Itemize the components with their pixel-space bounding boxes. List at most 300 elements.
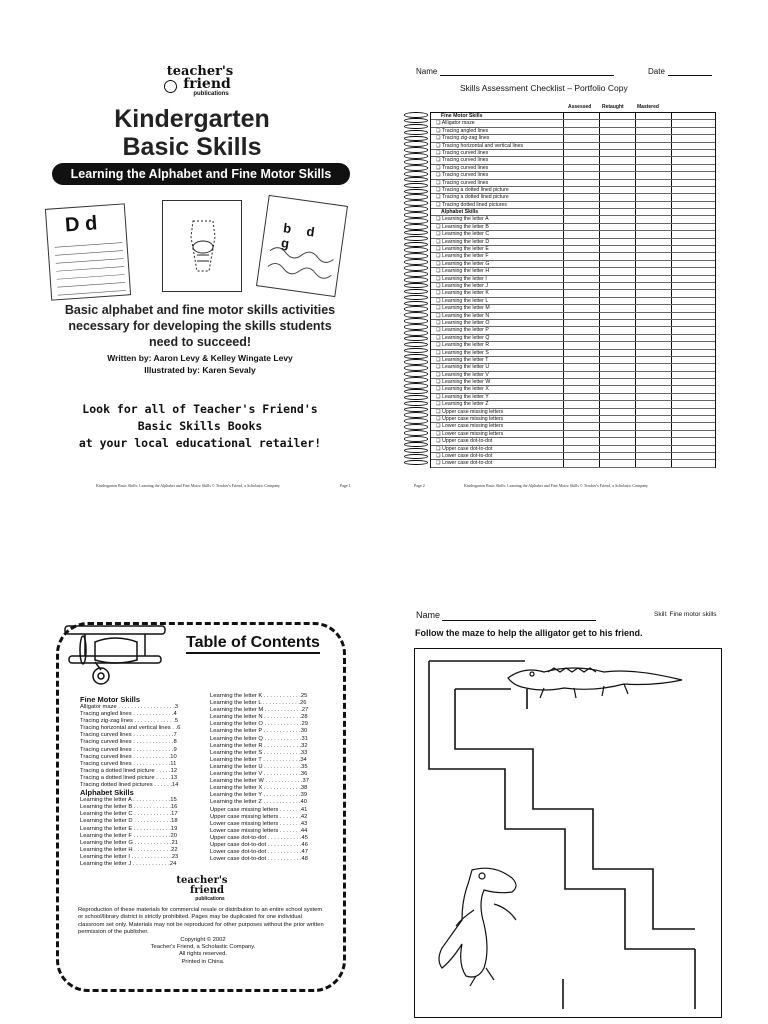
page-footer: Kindergarten Basic Skills: Learning the Alphabet and Fine Motor Skills © Teacher's Friend, a Scholastic Company [96, 483, 280, 488]
company: Teacher's Friend, a Scholastic Company. [150, 944, 256, 951]
checklist-cell-extra[interactable] [671, 298, 707, 304]
checklist-row-label[interactable]: ❏ Learning the letter J [436, 282, 488, 289]
checklist-cell-mastered[interactable] [635, 202, 671, 208]
checklist-cell-extra[interactable] [671, 372, 707, 378]
checklist-row-label[interactable]: ❏ Learning the letter O [436, 319, 490, 326]
spiral-ring [404, 124, 428, 130]
checklist-cell-assessed[interactable] [563, 246, 599, 252]
checklist-row-label[interactable]: ❏ Tracing horizontal and vertical lines [436, 142, 524, 149]
checklist-cell-mastered[interactable] [635, 231, 671, 237]
page-checklist [384, 0, 768, 512]
checklist-row-label[interactable]: ❏ Upper case missing letters [436, 408, 504, 415]
checklist-cell-retaught[interactable] [599, 224, 635, 230]
logo-line1: teacher's [176, 875, 228, 886]
checklist-cell-retaught[interactable] [599, 135, 635, 141]
checklist-cell-mastered[interactable] [635, 283, 671, 289]
checklist-row-label[interactable]: ❏ Learning the letter X [436, 386, 489, 393]
checklist-row [431, 216, 715, 223]
checklist-cell-retaught[interactable] [599, 120, 635, 126]
checklist-cell-assessed[interactable] [563, 386, 599, 392]
checklist-row-label[interactable]: ❏ Learning the letter C [436, 231, 490, 238]
checklist-row-label[interactable]: ❏ Learning the letter T [436, 356, 489, 363]
checklist-cell-assessed[interactable] [563, 342, 599, 348]
checklist-row [431, 187, 715, 194]
checklist-cell-assessed[interactable] [563, 231, 599, 237]
spiral-ring [404, 377, 428, 383]
checklist-row [431, 453, 715, 460]
checklist-row-label[interactable]: ❏ Tracing dotted lined pictures [436, 201, 507, 208]
checklist-cell-retaught[interactable] [599, 276, 635, 282]
checklist-row-label[interactable]: ❏ Tracing angled lines [436, 127, 489, 134]
checklist-cell-assessed[interactable] [563, 409, 599, 415]
checklist-cell-mastered[interactable] [635, 423, 671, 429]
checklist-cell-extra[interactable] [671, 157, 707, 163]
checklist-cell-mastered[interactable] [635, 394, 671, 400]
checklist-cell-assessed[interactable] [563, 268, 599, 274]
checklist-cell-retaught[interactable] [599, 187, 635, 193]
checklist-cell-extra[interactable] [671, 453, 707, 459]
checklist-cell-assessed[interactable] [563, 446, 599, 452]
checklist-cell-mastered[interactable] [635, 135, 671, 141]
checklist-cell-mastered[interactable] [635, 335, 671, 341]
checklist-cell-assessed[interactable] [563, 327, 599, 333]
checklist-row [431, 357, 715, 364]
checklist-cell-retaught[interactable] [599, 327, 635, 333]
checklist-row-label[interactable]: ❏ Learning the letter W [436, 379, 491, 386]
toc-entry: Learning the letter L . . . . . . . . . . . .26 [210, 700, 307, 707]
checklist-row [431, 276, 715, 283]
checklist-row-label[interactable]: ❏ Upper case missing letters [436, 416, 504, 423]
checklist-cell-extra[interactable] [671, 216, 707, 222]
spiral-ring [404, 448, 428, 454]
checklist-cell-retaught[interactable] [599, 157, 635, 163]
checklist-cell-mastered[interactable] [635, 431, 671, 437]
checklist-cell-retaught[interactable] [599, 342, 635, 348]
checklist-row-label[interactable]: ❏ Lower case dot-to-dot [436, 460, 493, 467]
checklist-cell-retaught[interactable] [599, 305, 635, 311]
date-field[interactable] [668, 75, 712, 76]
checklist-cell-mastered[interactable] [635, 342, 671, 348]
checklist-cell-assessed[interactable] [563, 283, 599, 289]
checklist-row-label[interactable]: ❏ Tracing a dotted lined picture [436, 186, 509, 193]
spiral-ring [404, 354, 428, 360]
checklist-cell-assessed[interactable] [563, 438, 599, 444]
checklist-cell-extra[interactable] [671, 431, 707, 437]
toc-entry: Lower case dot-to-dot . . . . . . . . . . .48 [210, 856, 308, 863]
checklist-row-label[interactable]: ❏ Learning the letter H [436, 268, 490, 275]
checklist-cell-mastered[interactable] [635, 327, 671, 333]
checklist-row-label[interactable]: ❏ Learning the letter Y [436, 393, 489, 400]
subtitle-banner: Learning the Alphabet and Fine Motor Skills [52, 163, 350, 185]
checklist-cell-extra[interactable] [671, 305, 707, 311]
checklist-cell-retaught[interactable] [599, 394, 635, 400]
checklist-cell-assessed[interactable] [563, 460, 599, 466]
checklist-cell-retaught[interactable] [599, 246, 635, 252]
checklist-cell-mastered[interactable] [635, 446, 671, 452]
spiral-ring [404, 224, 428, 230]
checklist-cell-mastered[interactable] [635, 239, 671, 245]
checklist-row-label[interactable]: ❏ Learning the letter V [436, 371, 489, 378]
checklist-cell-assessed[interactable] [563, 157, 599, 163]
checklist-cell-retaught[interactable] [599, 268, 635, 274]
checklist-cell-assessed[interactable] [563, 187, 599, 193]
checklist-cell-mastered[interactable] [635, 298, 671, 304]
checklist-cell-extra[interactable] [671, 290, 707, 296]
checklist-cell-assessed[interactable] [563, 357, 599, 363]
checklist-cell-mastered[interactable] [635, 187, 671, 193]
checklist-row-label[interactable]: ❏ Lower case dot-to-dot [436, 452, 493, 459]
checklist-row-label[interactable]: ❏ Learning the letter K [436, 290, 489, 297]
checklist-cell-retaught[interactable] [599, 209, 635, 215]
checklist-row [431, 327, 715, 334]
checklist-cell-retaught[interactable] [599, 239, 635, 245]
checklist-cell-retaught[interactable] [599, 150, 635, 156]
checklist-cell-mastered[interactable] [635, 128, 671, 134]
checklist-row-label[interactable]: ❏ Lower case missing letters [436, 423, 504, 430]
checklist-cell-retaught[interactable] [599, 453, 635, 459]
checklist-cell-assessed[interactable] [563, 194, 599, 200]
checklist-cell-extra[interactable] [671, 246, 707, 252]
checklist-cell-extra[interactable] [671, 261, 707, 267]
checklist-row-label[interactable]: ❏ Learning the letter E [436, 246, 489, 253]
spiral-ring [404, 336, 428, 342]
checklist-cell-assessed[interactable] [563, 416, 599, 422]
checklist-cell-retaught[interactable] [599, 357, 635, 363]
checklist-cell-extra[interactable] [671, 335, 707, 341]
checklist-cell-assessed[interactable] [563, 401, 599, 407]
checklist-cell-retaught[interactable] [599, 416, 635, 422]
checklist-cell-mastered[interactable] [635, 320, 671, 326]
checklist-row-label[interactable]: ❏ Learning the letter I [436, 275, 487, 282]
checklist-cell-mastered[interactable] [635, 120, 671, 126]
checklist-section-header [431, 113, 715, 120]
checklist-cell-assessed[interactable] [563, 423, 599, 429]
checklist-cell-extra[interactable] [671, 386, 707, 392]
spiral-ring [404, 136, 428, 142]
checklist-cell-retaught[interactable] [599, 409, 635, 415]
checklist-row-label[interactable]: ❏ Learning the letter A [436, 216, 489, 223]
spiral-ring [404, 230, 428, 236]
checklist-cell-assessed[interactable] [563, 253, 599, 259]
checklist-cell-assessed[interactable] [563, 172, 599, 178]
checklist-cell-assessed[interactable] [563, 431, 599, 437]
worksheet-thumbnail-letters-bdg [256, 195, 348, 297]
checklist-row-label[interactable]: ❏ Learning the letter S [436, 349, 489, 356]
checklist-cell-retaught[interactable] [599, 253, 635, 259]
checklist-row-label[interactable]: ❏ Learning the letter F [436, 253, 489, 260]
checklist-cell-mastered[interactable] [635, 172, 671, 178]
spiral-ring [404, 295, 428, 301]
checklist-cell-assessed[interactable] [563, 135, 599, 141]
checklist-cell-assessed[interactable] [563, 305, 599, 311]
checklist-cell-extra[interactable] [671, 416, 707, 422]
checklist-cell-extra[interactable] [671, 165, 707, 171]
checklist-cell-assessed[interactable] [563, 120, 599, 126]
checklist-cell-retaught[interactable] [599, 202, 635, 208]
checklist-cell-mastered[interactable] [635, 180, 671, 186]
toc-entry: Learning the letter M . . . . . . . . . . . .27 [210, 707, 309, 714]
checklist-cell-mastered[interactable] [635, 401, 671, 407]
checklist-row-label[interactable]: ❏ Learning the letter Z [436, 401, 489, 408]
checklist-cell-assessed[interactable] [563, 209, 599, 215]
checklist-row-label[interactable]: ❏ Tracing curved lines [436, 157, 489, 164]
checklist-cell-retaught[interactable] [599, 335, 635, 341]
checklist-cell-mastered[interactable] [635, 246, 671, 252]
checklist-cell-extra[interactable] [671, 423, 707, 429]
checklist-cell-assessed[interactable] [563, 394, 599, 400]
checklist-cell-retaught[interactable] [599, 446, 635, 452]
checklist-cell-extra[interactable] [671, 409, 707, 415]
checklist-cell-assessed[interactable] [563, 320, 599, 326]
checklist-row-label[interactable]: ❏ Learning the letter Q [436, 334, 490, 341]
checklist-cell-extra[interactable] [671, 350, 707, 356]
checklist-cell-retaught[interactable] [599, 431, 635, 437]
legal-notice [78, 907, 328, 966]
checklist-cell-mastered[interactable] [635, 165, 671, 171]
checklist-cell-mastered[interactable] [635, 261, 671, 267]
spiral-ring [404, 301, 428, 307]
checklist-cell-extra[interactable] [671, 438, 707, 444]
checklist-cell-assessed[interactable] [563, 298, 599, 304]
checklist-row-label[interactable]: ❏ Learning the letter D [436, 238, 490, 245]
checklist-cell-retaught[interactable] [599, 128, 635, 134]
checklist-row-label[interactable]: ❏ Tracing a dotted lined picture [436, 194, 509, 201]
checklist-cell-retaught[interactable] [599, 172, 635, 178]
spiral-ring [404, 348, 428, 354]
checklist-section-header [431, 209, 715, 216]
checklist-cell-extra[interactable] [671, 364, 707, 370]
checklist-cell-extra[interactable] [671, 180, 707, 186]
checklist-cell-retaught[interactable] [599, 298, 635, 304]
checklist-cell-mastered[interactable] [635, 409, 671, 415]
checklist-row-label[interactable]: ❏ Upper case dot-to-dot [436, 438, 493, 445]
checklist-cell-retaught[interactable] [599, 313, 635, 319]
tracing-picture-icon [163, 201, 243, 293]
spiral-ring [404, 383, 428, 389]
checklist-row [431, 423, 715, 430]
checklist-cell-extra[interactable] [671, 194, 707, 200]
checklist-row-label[interactable]: ❏ Tracing curved lines [436, 179, 489, 186]
checklist-cell-mastered[interactable] [635, 209, 671, 215]
checklist-row-label[interactable]: ❏ Learning the letter N [436, 312, 490, 319]
checklist-cell-extra[interactable] [671, 253, 707, 259]
checklist-cell-mastered[interactable] [635, 350, 671, 356]
checklist-cell-extra[interactable] [671, 120, 707, 126]
checklist-cell-assessed[interactable] [563, 453, 599, 459]
checklist-cell-extra[interactable] [671, 128, 707, 134]
checklist-cell-mastered[interactable] [635, 372, 671, 378]
checklist-cell-extra[interactable] [671, 268, 707, 274]
checklist-cell-retaught[interactable] [599, 401, 635, 407]
checklist-cell-assessed[interactable] [563, 276, 599, 282]
checklist-cell-assessed[interactable] [563, 128, 599, 134]
look-for-line2: Basic Skills Books [137, 419, 263, 433]
checklist-cell-assessed[interactable] [563, 239, 599, 245]
checklist-cell-mastered[interactable] [635, 379, 671, 385]
checklist-cell-retaught[interactable] [599, 231, 635, 237]
checklist-cell-extra[interactable] [671, 143, 707, 149]
checklist-cell-extra[interactable] [671, 401, 707, 407]
checklist-cell-mastered[interactable] [635, 357, 671, 363]
checklist-cell-retaught[interactable] [599, 386, 635, 392]
checklist-cell-mastered[interactable] [635, 157, 671, 163]
checklist-row-label[interactable]: ❏ Upper case dot-to-dot [436, 445, 493, 452]
checklist-row-label[interactable]: ❏ Learning the letter G [436, 260, 490, 267]
checklist-cell-retaught[interactable] [599, 350, 635, 356]
checklist-cell-retaught[interactable] [599, 290, 635, 296]
toc-entry: Learning the letter S . . . . . . . . . . . .33 [210, 749, 308, 756]
checklist-cell-assessed[interactable] [563, 150, 599, 156]
checklist-row-label[interactable]: ❏ Lower case missing letters [436, 430, 504, 437]
toc-entry: Learning the letter W . . . . . . . . . . . .37 [210, 778, 309, 785]
checklist-row-label[interactable]: ❏ Tracing zig-zag lines [436, 135, 490, 142]
checklist-cell-extra[interactable] [671, 135, 707, 141]
checklist-cell-mastered[interactable] [635, 216, 671, 222]
look-for-message [60, 401, 340, 452]
toc-entry: Upper case dot-to-dot . . . . . . . . . . .46 [210, 841, 308, 848]
checklist-cell-retaught[interactable] [599, 180, 635, 186]
checklist-row-label[interactable]: ❏ Learning the letter P [436, 327, 489, 334]
checklist-row-label[interactable]: ❏ Tracing curved lines [436, 172, 489, 179]
checklist-cell-retaught[interactable] [599, 364, 635, 370]
worksheet-thumbnail-tracing [162, 200, 242, 292]
checklist-cell-retaught[interactable] [599, 320, 635, 326]
checklist-cell-extra[interactable] [671, 394, 707, 400]
checklist-cell-retaught[interactable] [599, 165, 635, 171]
checklist-cell-assessed[interactable] [563, 165, 599, 171]
checklist-row-label[interactable]: ❏ Learning the letter U [436, 364, 490, 371]
toc-entry: Learning the letter J . . . . . . . . . . . .24 [80, 860, 177, 867]
checklist-row-label[interactable]: ❏ Learning the letter R [436, 342, 490, 349]
checklist-cell-extra[interactable] [671, 150, 707, 156]
checklist-row-label[interactable]: ❏ Tracing curved lines [436, 149, 489, 156]
checklist-cell-assessed[interactable] [563, 180, 599, 186]
checklist-cell-mastered[interactable] [635, 224, 671, 230]
spiral-ring [404, 407, 428, 413]
checklist-cell-assessed[interactable] [563, 313, 599, 319]
checklist-cell-extra[interactable] [671, 320, 707, 326]
checklist-cell-mastered[interactable] [635, 386, 671, 392]
checklist-cell-mastered[interactable] [635, 453, 671, 459]
checklist-cell-retaught[interactable] [599, 283, 635, 289]
name-field[interactable] [440, 75, 614, 76]
checklist-row [431, 401, 715, 408]
checklist-cell-mastered[interactable] [635, 150, 671, 156]
checklist-cell-mastered[interactable] [635, 253, 671, 259]
spiral-ring [404, 283, 428, 289]
spiral-ring [404, 112, 428, 118]
col-assessed: Assessed [568, 104, 592, 110]
spiral-ring [404, 330, 428, 336]
checklist-cell-extra[interactable] [671, 239, 707, 245]
checklist-cell-extra[interactable] [671, 202, 707, 208]
checklist-cell-mastered[interactable] [635, 194, 671, 200]
checklist-cell-extra[interactable] [671, 357, 707, 363]
checklist-cell-retaught[interactable] [599, 143, 635, 149]
checklist-cell-mastered[interactable] [635, 305, 671, 311]
checklist-cell-retaught[interactable] [599, 379, 635, 385]
checklist-cell-extra[interactable] [671, 172, 707, 178]
checklist-row [431, 246, 715, 253]
checklist-cell-assessed[interactable] [563, 216, 599, 222]
checklist-cell-retaught[interactable] [599, 372, 635, 378]
checklist-cell-assessed[interactable] [563, 335, 599, 341]
checklist-cell-extra[interactable] [671, 224, 707, 230]
spiral-ring [404, 412, 428, 418]
checklist-cell-extra[interactable] [671, 446, 707, 452]
checklist-cell-extra[interactable] [671, 209, 707, 215]
toc-entry: Upper case missing letters . . . . . . .41 [210, 806, 308, 813]
checklist-cell-mastered[interactable] [635, 276, 671, 282]
checklist-cell-retaught[interactable] [599, 460, 635, 466]
checklist-cell-extra[interactable] [671, 379, 707, 385]
checklist-row-label[interactable]: ❏ Learning the letter B [436, 223, 489, 230]
spiral-ring [404, 259, 428, 265]
checklist-cell-extra[interactable] [671, 283, 707, 289]
spiral-ring [404, 212, 428, 218]
name-field[interactable] [442, 620, 596, 621]
checklist-cell-retaught[interactable] [599, 423, 635, 429]
checklist-row [431, 438, 715, 445]
toc-entry: Learning the letter Q . . . . . . . . . . . .31 [210, 735, 308, 742]
checklist-cell-mastered[interactable] [635, 416, 671, 422]
checklist-cell-assessed[interactable] [563, 350, 599, 356]
toc-entry: Learning the letter C . . . . . . . . . . . .17 [80, 811, 178, 818]
page-table-of-contents [0, 512, 384, 1024]
checklist-cell-mastered[interactable] [635, 460, 671, 466]
written-by: Written by: Aaron Levy & Kelley Wingate Levy [107, 353, 293, 363]
checklist-cell-retaught[interactable] [599, 438, 635, 444]
checklist-cell-assessed[interactable] [563, 372, 599, 378]
checklist-cell-assessed[interactable] [563, 143, 599, 149]
checklist-cell-assessed[interactable] [563, 261, 599, 267]
checklist-cell-mastered[interactable] [635, 143, 671, 149]
checklist-cell-retaught[interactable] [599, 261, 635, 267]
checklist-cell-assessed[interactable] [563, 364, 599, 370]
checklist-cell-extra[interactable] [671, 342, 707, 348]
checklist-cell-retaught[interactable] [599, 216, 635, 222]
checklist-row-label[interactable]: ❏ Learning the letter L [436, 297, 489, 304]
checklist-cell-extra[interactable] [671, 276, 707, 282]
checklist-cell-assessed[interactable] [563, 290, 599, 296]
checklist-cell-mastered[interactable] [635, 313, 671, 319]
checklist-cell-extra[interactable] [671, 460, 707, 466]
checklist-cell-mastered[interactable] [635, 438, 671, 444]
checklist-cell-mastered[interactable] [635, 113, 671, 119]
checklist-cell-assessed[interactable] [563, 379, 599, 385]
checklist-row-label[interactable]: ❏ Tracing curved lines [436, 164, 489, 171]
checklist-cell-assessed[interactable] [563, 202, 599, 208]
checklist-cell-assessed[interactable] [563, 224, 599, 230]
checklist-cell-extra[interactable] [671, 313, 707, 319]
checklist-cell-extra[interactable] [671, 327, 707, 333]
checklist-cell-assessed[interactable] [563, 113, 599, 119]
checklist-cell-extra[interactable] [671, 231, 707, 237]
checklist-row [431, 379, 715, 386]
toc-entry: Tracing curved lines . . . . . . . . . . . . .9 [80, 746, 177, 753]
checklist-row-label[interactable]: ❏ Alligator maze [436, 120, 475, 127]
checklist-cell-retaught[interactable] [599, 194, 635, 200]
checklist-cell-mastered[interactable] [635, 364, 671, 370]
checklist-row-label[interactable]: ❏ Learning the letter M [436, 305, 490, 312]
checklist-cell-retaught[interactable] [599, 113, 635, 119]
maze-instruction: Follow the maze to help the alligator get to his friend. [415, 628, 643, 638]
checklist-cell-extra[interactable] [671, 113, 707, 119]
toc-entry: Learning the letter H . . . . . . . . . . . .22 [80, 846, 178, 853]
checklist-cell-mastered[interactable] [635, 290, 671, 296]
checklist-cell-extra[interactable] [671, 187, 707, 193]
checklist-cell-mastered[interactable] [635, 268, 671, 274]
